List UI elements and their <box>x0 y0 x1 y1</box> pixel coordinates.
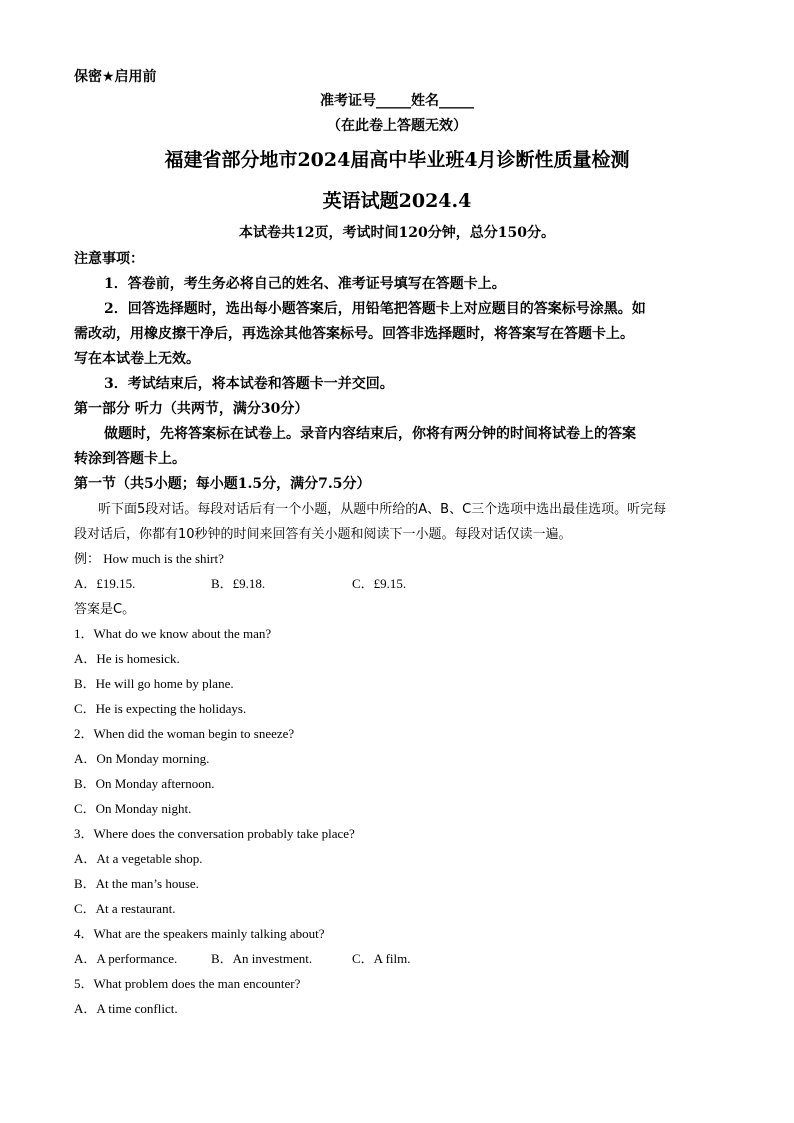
example-option-a: A．£19.15. <box>74 576 136 591</box>
question-1-stem: 1．What do we know about the man? <box>74 626 272 641</box>
section1-desc-line-2: 段对话后，你都有10秒钟的时间来回答有关小题和阅读下一小题。每段对话仅读一遍。 <box>74 527 572 542</box>
exam-title: 福建省部分地市2024届高中毕业班4月诊断性质量检测 <box>164 149 630 171</box>
question-2-stem: 2．When did the woman begin to sneeze? <box>74 726 295 741</box>
question-4-option-c: C．A film. <box>352 951 411 966</box>
exam-subtitle: 英语试题2024.4 <box>322 190 472 212</box>
example-option-c: C．£9.15. <box>352 576 407 591</box>
notes-item-2-line-3: 写在本试卷上无效。 <box>74 351 200 367</box>
question-3-option-a: A．At a vegetable shop. <box>74 851 203 866</box>
notes-item-2-line-2: 需改动，用橡皮擦干净后，再选涂其他答案标号。回答非选择题时，将答案写在答题卡上。 <box>74 326 634 342</box>
question-5-option-a: A．A time conflict. <box>74 1001 178 1016</box>
question-1-option-c: C．He is expecting the holidays. <box>74 701 247 716</box>
section1-heading: 第一节（共5小题；每小题1.5分，满分7.5分） <box>74 476 371 492</box>
question-3-option-c: C．At a restaurant. <box>74 901 176 916</box>
question-2-option-b: B．On Monday afternoon. <box>74 776 215 791</box>
notes-heading: 注意事项： <box>74 251 144 267</box>
invalid-note: （在此卷上答题无效） <box>327 118 467 134</box>
question-4-option-a: A．A performance. <box>74 951 178 966</box>
exam-id-name-field: 准考证号_____姓名_____ <box>320 93 474 109</box>
question-4-option-b: B．An investment. <box>211 951 313 966</box>
question-2-option-a: A．On Monday morning. <box>74 751 210 766</box>
part1-desc-line-2: 转涂到答题卡上。 <box>74 451 186 467</box>
notes-item-1: 1．答卷前，考生务必将自己的姓名、准考证号填写在答题卡上。 <box>104 276 506 292</box>
question-2-option-c: C．On Monday night. <box>74 801 192 816</box>
part1-desc-line-1: 做题时，先将答案标在试卷上。录音内容结束后，你将有两分钟的时间将试卷上的答案 <box>104 426 636 442</box>
question-1-option-b: B．He will go home by plane. <box>74 676 234 691</box>
question-5-stem: 5．What problem does the man encounter? <box>74 976 301 991</box>
notes-item-2-line-1: 2．回答选择题时，选出每小题答案后，用铅笔把答题卡上对应题目的答案标号涂黑。如 <box>104 301 646 317</box>
section1-desc-line-1: 听下面5段对话。每段对话后有一个小题，从题中所给的A、B、C三个选项中选出最佳选项。听完每 <box>98 502 667 517</box>
example-option-b: B．£9.18. <box>211 576 266 591</box>
confidential-label: 保密★启用前 <box>74 69 157 85</box>
example-answer: 答案是C。 <box>74 602 136 617</box>
question-3-stem: 3．Where does the conversation probably take place? <box>74 826 355 841</box>
notes-item-3: 3．考试结束后，将本试卷和答题卡一并交回。 <box>104 376 394 392</box>
question-4-stem: 4．What are the speakers mainly talking about? <box>74 926 325 941</box>
exam-info: 本试卷共12页，考试时间120分钟，总分150分。 <box>239 225 555 241</box>
question-3-option-b: B．At the man’s house. <box>74 876 199 891</box>
question-1-option-a: A．He is homesick. <box>74 651 180 666</box>
example-question: 例： How much is the shirt? <box>74 551 224 566</box>
part1-heading: 第一部分 听力（共两节，满分30分） <box>74 401 309 417</box>
